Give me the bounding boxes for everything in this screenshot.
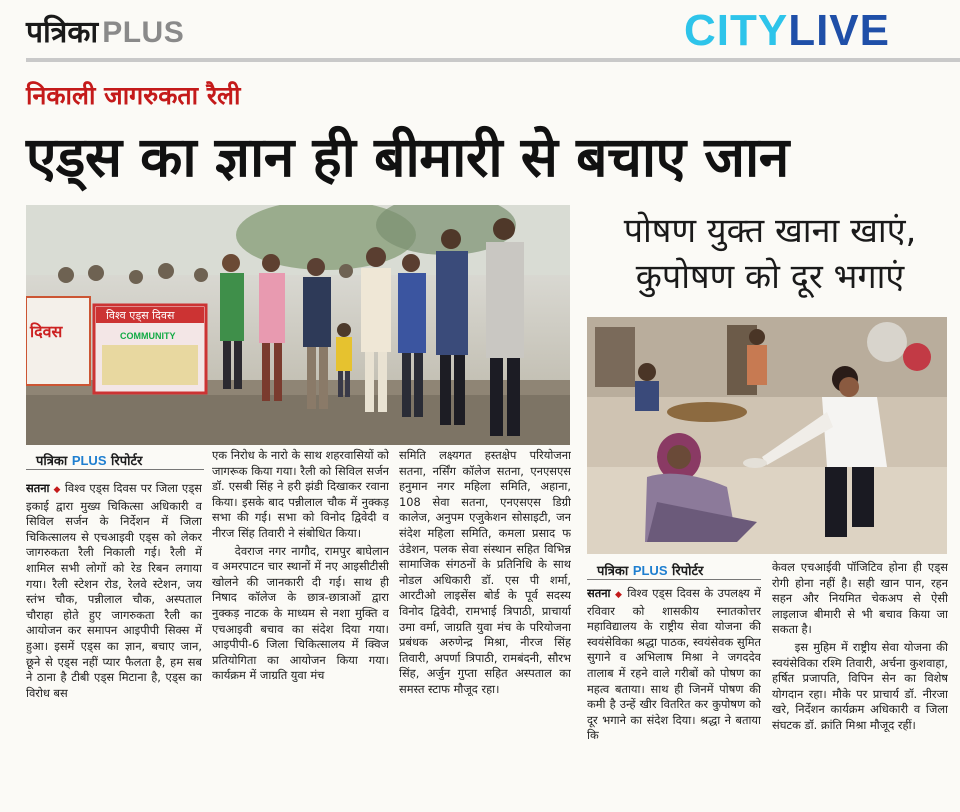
nutrition-column-1 <box>587 586 761 804</box>
section-city: CITY <box>683 6 789 55</box>
dateline: सतना <box>587 586 611 600</box>
nutrition-text-2a: केवल एचआईवी पॉजिटिव होना ही एड्स रोगी होना नहीं है। सही खान पान, रहन सहन और नियमित चेकअप से ऐसी लाइलाज बीमारी से भी बचाव किया जा सकता है। <box>772 560 948 637</box>
byline-suffix: रिपोर्टर <box>672 564 704 579</box>
subheadline-line2: कुपोषण को दूर भगाएं <box>635 257 905 297</box>
masthead <box>0 0 960 62</box>
publication-plus: PLUS <box>102 16 185 49</box>
dateline: सतना <box>26 481 50 495</box>
rally-column-2 <box>212 448 389 804</box>
masthead-rule <box>26 58 960 62</box>
rally-column-1 <box>26 481 202 804</box>
byline-prefix: पत्रिका <box>36 454 68 469</box>
story-kicker: निकाली जागरुकता रैली <box>26 81 241 110</box>
publication-name: पत्रिका <box>26 15 99 50</box>
banner-right-sub: COMMUNITY <box>120 331 176 341</box>
nutrition-text-2b: इस मुहिम में राष्ट्रीय सेवा योजना की स्वयंसेविका रश्मि तिवारी, अर्चना कुशवाहा, हर्षित प्रजापति, विपिन सेन का विशेष योगदान रहा। मौके पर प्राचार्य डॉ. नीरजा खरे, निर्देशन कार्यक्रम अधिकारी व जिला संघटक डॉ. क्रांति मिश्रा मौजूद रहीं। <box>772 639 948 732</box>
byline-prefix: पत्रिका <box>597 564 629 579</box>
byline-suffix: रिपोर्टर <box>111 454 143 469</box>
rally-text-2a: एक निरोध के नारो के साथ शहरवासियों को जागरूक किया गया। रैली को सिविल सर्जन डॉ. एसबी सिंह ने हरी झंडी दिखाकर रवाना किया। इसके बाद पन्नीलाल चौक में नुक्कड़ सभा की गई। सभा को विनोद द्विवेदी व नीरज सिंह तिवारी ने संबोधित किया। <box>212 448 389 540</box>
section-logo <box>684 6 890 56</box>
banner-right-text: विश्व एड्स दिवस <box>106 309 175 322</box>
rally-text-3: समिति लक्ष्यगत हस्तक्षेप परियोजना सतना, नर्सिंग कॉलेज सतना, एनएसएस हनुमान नगर महिला समिति, अहाना, 108 सेवा सतना, एनएसएस डिग्री कालेज, अनुपम एजुकेशन सोसाइटी, जन संदेश महिला समिति, कमला प्रसाद फ उंडेशन, पलक सेवा संस्थान सहित विभिन्न सामाजिक संगठनों के प्रतिनिधि के साथ नोडल अधिकारी डॉ. एस पी शर्मा, आरटीओ लाइसेंस बोर्ड के पूर्व सदस्य विनोद द्विवेदी, रामभाई त्रिपाठी, प्राचार्या उमा वर्मा, जाग्रति युवा मंच के परियोजना प्रबंधक अरुणेन्द्र मिश्रा, नीरज सिंह तिवारी, अपर्णा त्रिपाठी, रामबंदनी, सौरभ सिंह, अर्जुन गुप्ता सहित अस्पताल का समस्त स्टाफ मौजूद रहा। <box>399 448 571 696</box>
rally-photo <box>26 205 570 445</box>
banner-left-text: दिवस <box>30 322 63 341</box>
subheadline-line1: पोषण युक्त खाना खाएं, <box>623 211 917 251</box>
rally-text-2b: देवराज नगर नागौद, रामपुर बाघेलान व अमरपाटन चार स्थानों में नए आइसीटीसी खोलने की जानकारी दी गई। साथ ही निषाद कॉलेज के छात्र-छात्राओं द्वारा नुक्कड़ नाटक के माध्यम से नशा मुक्ति व एचआइवी बचाव का संदेश दिया गया। आइपीपी-6 जिला चिकित्सालय में क्विज प्रतियोगिता का आयोजन किया गया। कार्यक्रम में जाग्रति युवा मंच <box>212 543 389 683</box>
diamond-bullet-icon: ◆ <box>614 590 623 600</box>
rally-text-1: विश्व एड्स दिवस पर जिला एड्स इकाई द्वारा मुख्य चिकित्सा अधिकारी व सिविल सर्जन के निर्देशन में जिला चिकित्सालय से एचआइवी एड्स को लेकर जागरुकता रैली निकाली गई। रैली में शामिल सभी लोगों को रेड रिबन लगाया गया। रैली स्टेशन रोड, रेलवे स्टेशन, जय स्तंभ चौक, पन्नीलाल चौक, अस्पताल चौराहा होते हुए जागरुकता रैली का आयोजन कर समापन आइपीपी सिक्स में हुआ। इसमें एड्स का ज्ञान, बचाए जान, छूने से एड्स नहीं प्यार फैलता है, हम सब ने ठाना है टीबी एड्स मिटाना है, एड्स का विरोध बस <box>26 481 202 700</box>
subheadline <box>590 208 950 300</box>
section-live: LIVE <box>788 6 890 55</box>
nutrition-photo <box>587 317 947 554</box>
byline-rally <box>26 448 204 470</box>
byline-plus: PLUS <box>71 453 107 468</box>
diamond-bullet-icon: ◆ <box>53 485 61 495</box>
rally-column-3 <box>399 448 571 804</box>
nutrition-text-1: विश्व एड्स दिवस के उपलक्ष्य में रविवार को शासकीय स्नातकोत्तर महाविद्यालय के राष्ट्रीय सेवा योजना की स्वयंसेविका श्रद्धा पाठक, स्वयंसेवक सुमित सुगाने व अभिलाष मिश्रा ने जगददेव तालाब में रहने वाले गरीबों को पोषण का महत्व बताया। साथ ही जिनमें पोषण की कमी है उन्हें खीर वितरित कर कुपोषण को दूर भगाने का संदेश दिया। श्रद्धा ने बताया कि <box>587 586 761 743</box>
byline-nutrition <box>587 558 761 580</box>
publication-logo <box>26 10 184 51</box>
nutrition-column-2 <box>772 560 948 804</box>
byline-plus: PLUS <box>632 563 668 578</box>
headline: एड्स का ज्ञान ही बीमारी से बचाए जान <box>26 125 789 189</box>
